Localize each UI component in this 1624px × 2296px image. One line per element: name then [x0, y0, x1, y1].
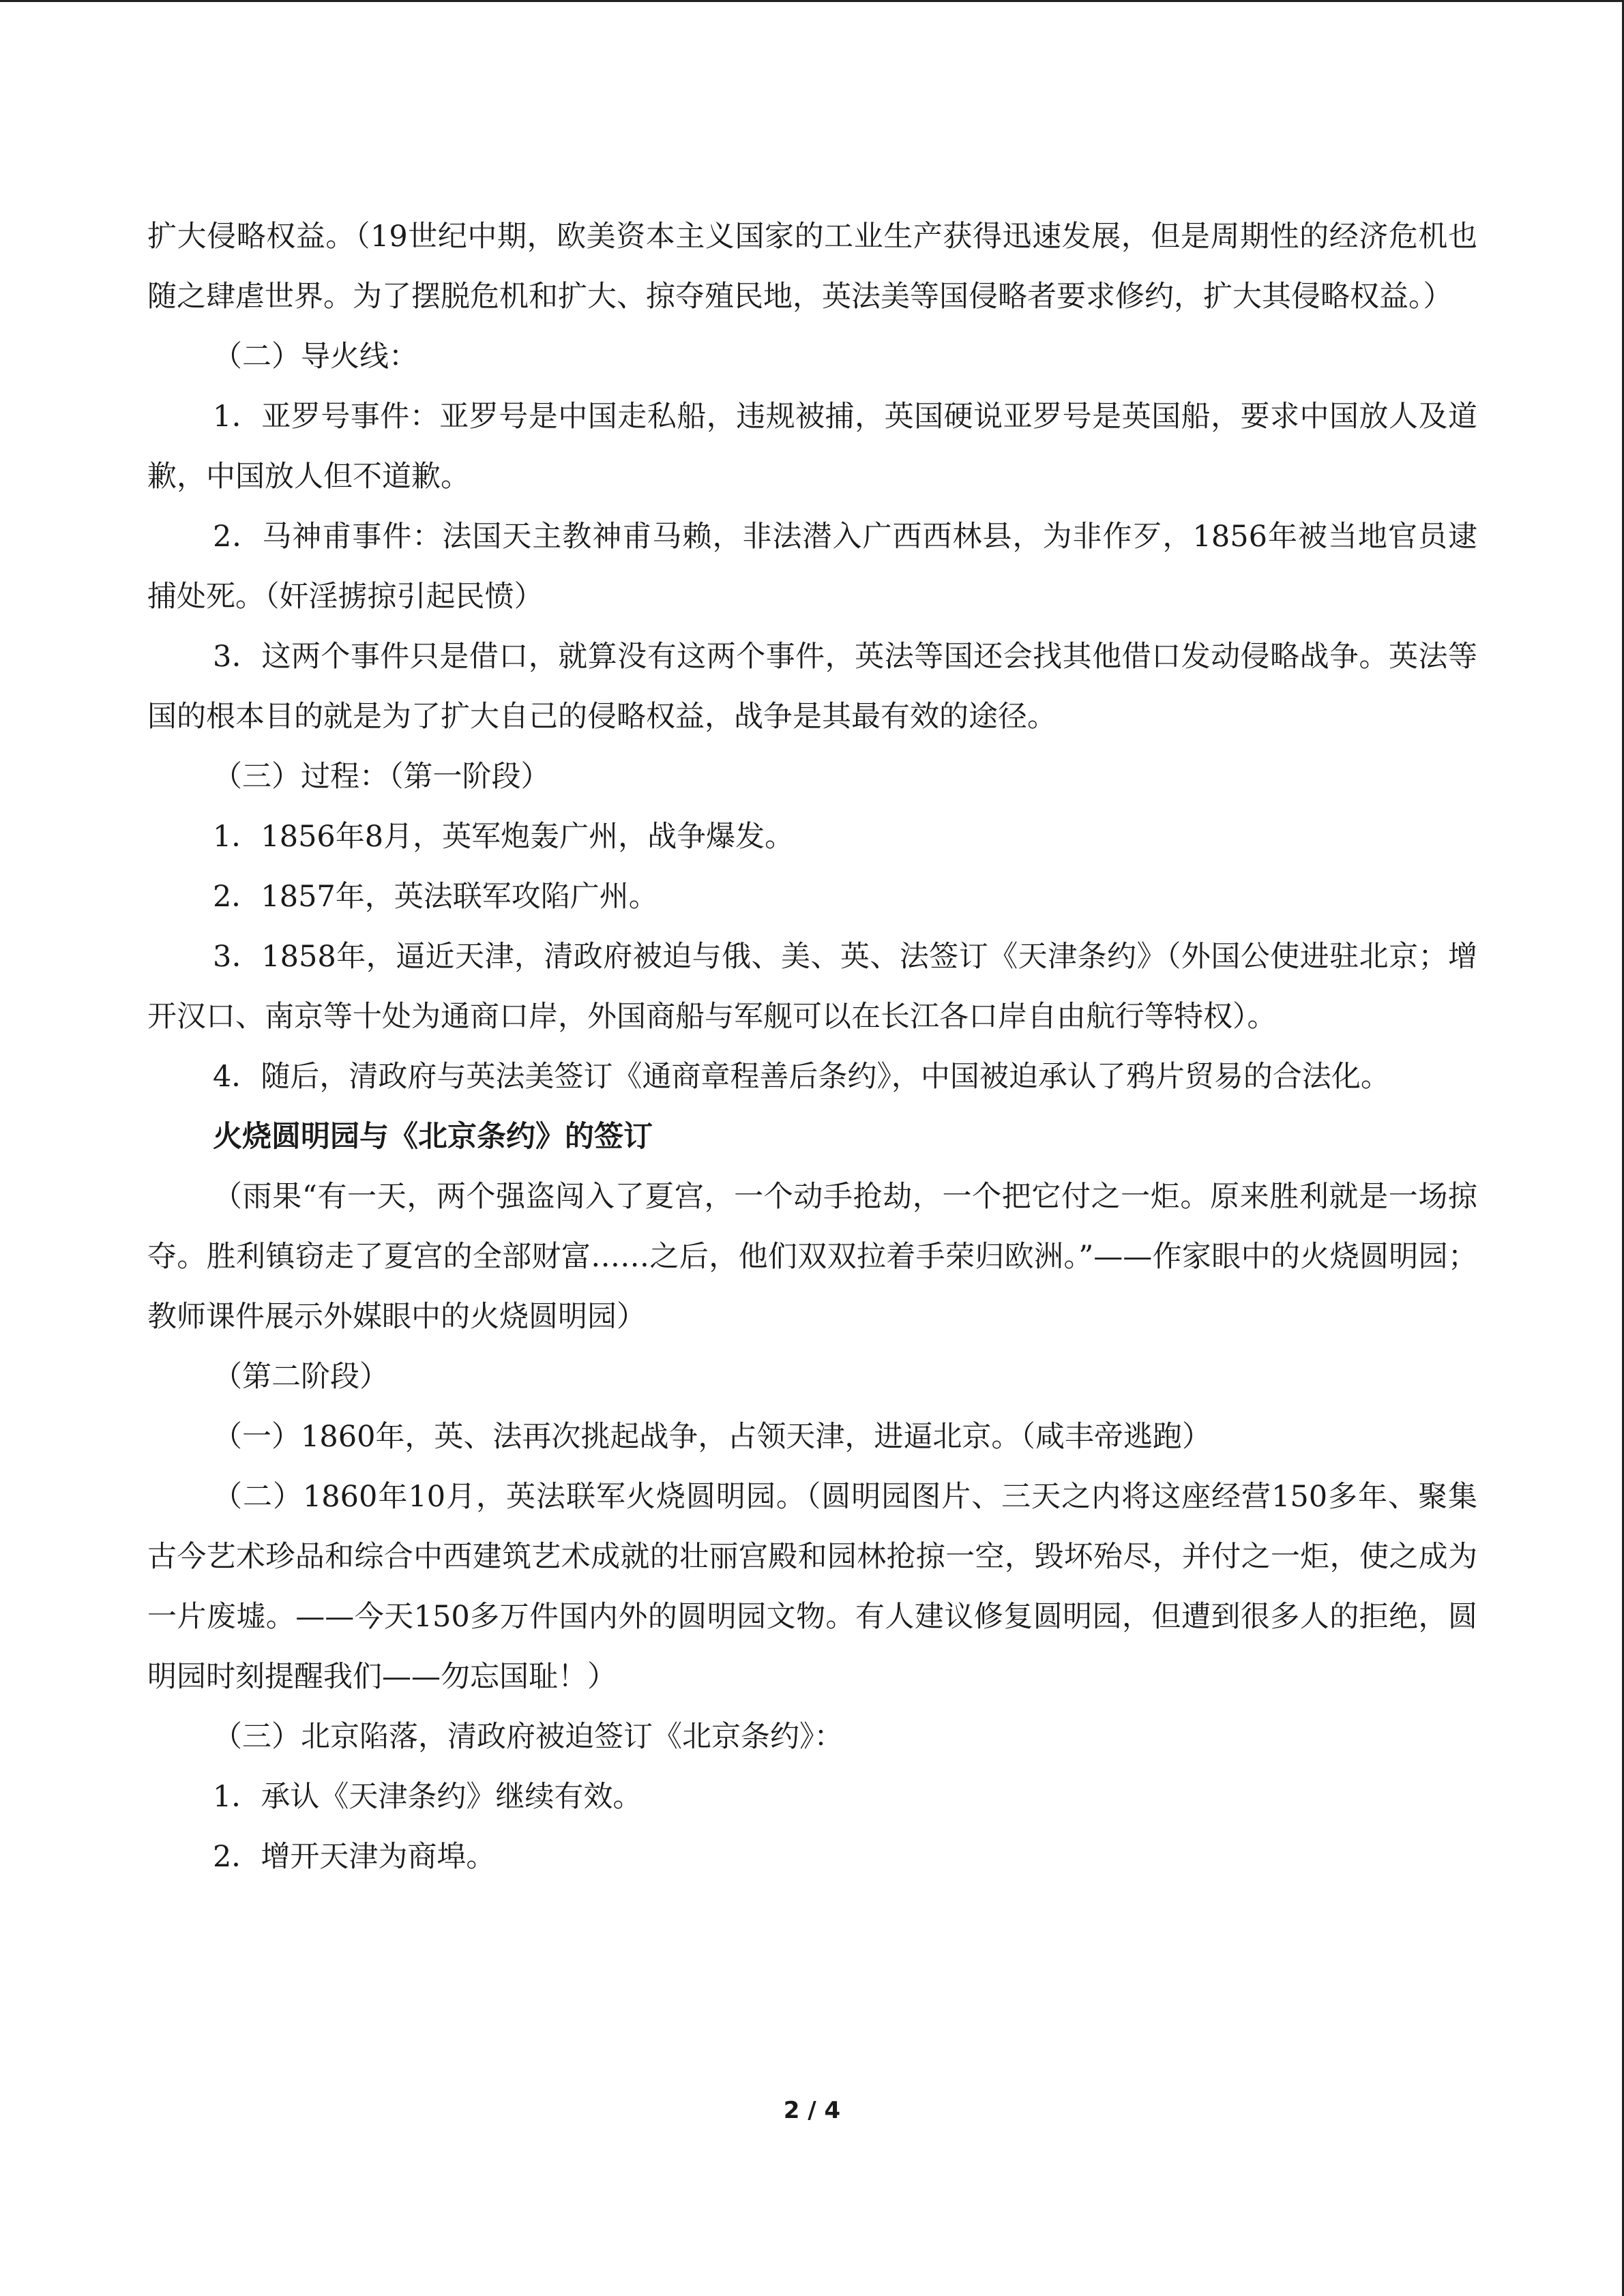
paragraph-1856-bombardment: 1．1856年8月，英军炮轰广州，战争爆发。 [213, 820, 795, 854]
paragraph-1857-guangzhou: 2．1857年，英法联军攻陷广州。 [213, 880, 658, 914]
page-number: 2 / 4 [783, 2097, 841, 2124]
paragraph-treaty-term-1: 1．承认《天津条约》继续有效。 [213, 1780, 643, 1814]
paragraph-1860-renewed-war: （一）1860年，英、法再次挑起战争，占领天津，进逼北京。（咸丰帝逃跑） [213, 1420, 1211, 1454]
paragraph-hugo-quote: （雨果“有一天，两个强盗闯入了夏宫，一个动手抢劫，一个把它付之一炬。原来胜利就是一场掠夺。胜利镇窃走了夏宫的全部财富……之后，他们双双拉着手荣归欧洲。”——作家眼中的火烧圆明园；教师课件展示外媒眼中的火烧圆明园） [147, 1180, 1477, 1334]
section-heading-stage-two: （第二阶段） [213, 1360, 389, 1394]
document-body [147, 207, 1477, 1887]
paragraph-arrow-incident: 1．亚罗号事件：亚罗号是中国走私船，违规被捕，英国硬说亚罗号是英国船，要求中国放人及道歉，中国放人但不道歉。 [147, 400, 1477, 494]
paragraph-treaty-term-2: 2．增开天津为商埠。 [213, 1840, 496, 1874]
section-heading-process-stage-one: （三）过程：（第一阶段） [213, 760, 550, 794]
paragraph-trade-regulations-treaty: 4．随后，清政府与英法美签订《通商章程善后条约》，中国被迫承认了鸦片贸易的合法化。 [213, 1060, 1390, 1094]
section-heading-trigger: （二）导火线： [213, 340, 418, 374]
paragraph-ma-priest-incident: 2．马神甫事件：法国天主教神甫马赖，非法潜入广西西林县，为非作歹，1856年被当地官员逮捕处死。（奸淫掳掠引起民愤） [147, 520, 1477, 614]
paragraph-pretext-analysis: 3．这两个事件只是借口，就算没有这两个事件，英法等国还会找其他借口发动侵略战争。英法等国的根本目的就是为了扩大自己的侵略权益，战争是其最有效的途径。 [147, 640, 1477, 734]
subtitle-old-summer-palace-and-peking-treaty: 火烧圆明园与《北京条约》的签订 [213, 1120, 653, 1154]
paragraph-1860-burning-palace: （二）1860年10月，英法联军火烧圆明园。（圆明园图片、三天之内将这座经营150多年、聚集古今艺术珍品和综合中西建筑艺术成就的壮丽宫殿和园林抢掠一空，毁坏殆尽，并付之一炬，使之成为一片废墟。——今天150多万件国内外的圆明园文物。有人建议修复圆明园，但遭到很多人的拒绝，圆明园时刻提醒我们——勿忘国耻！） [147, 1480, 1477, 1694]
paragraph-war-cause-continuation: 扩大侵略权益。（19世纪中期，欧美资本主义国家的工业生产获得迅速发展，但是周期性的经济危机也随之肆虐世界。为了摆脱危机和扩大、掠夺殖民地，英法美等国侵略者要求修约，扩大其侵略权益。） [147, 220, 1477, 314]
paragraph-beijing-falls: （三）北京陷落，清政府被迫签订《北京条约》： [213, 1720, 844, 1754]
paragraph-1858-tianjin-treaty: 3．1858年，逼近天津，清政府被迫与俄、美、英、法签订《天津条约》（外国公使进驻北京；增开汉口、南京等十处为通商口岸，外国商船与军舰可以在长江各口岸自由航行等特权）。 [147, 940, 1477, 1034]
